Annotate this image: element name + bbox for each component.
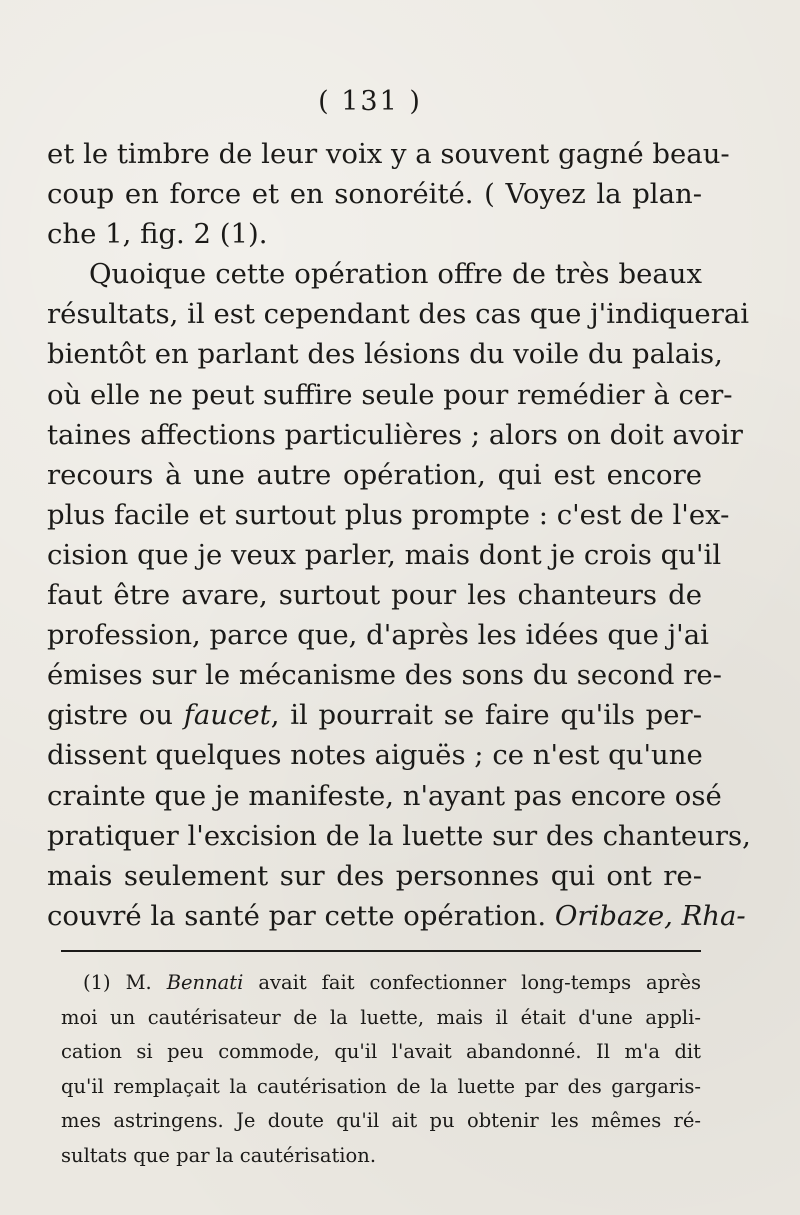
text-segment: couvré la santé par cette opération. xyxy=(47,899,555,932)
body-text xyxy=(47,134,751,936)
text-line: Quoique cette opération offre de très beaux xyxy=(89,258,702,291)
text-line xyxy=(47,695,702,735)
italic-term: faucet xyxy=(183,699,271,732)
footnote-divider xyxy=(61,950,701,952)
text-segment: (1) M. xyxy=(83,971,167,994)
text-line: pratiquer l'excision de la luette sur des chanteurs, xyxy=(47,819,751,852)
footnote xyxy=(61,966,701,1173)
italic-term: Oribaze, Rha- xyxy=(554,899,746,932)
footnote-line: cation si peu commode, qu'il l'avait abandonné. Il m'a dit xyxy=(61,1040,701,1063)
text-line: faut être avare, surtout pour les chanteurs de xyxy=(47,579,702,612)
text-line: bientôt en parlant des lésions du voile du palais, xyxy=(47,338,723,371)
text-line: et le timbre de leur voix y a souvent gagné beau- xyxy=(47,138,730,170)
text-line: cision que je veux parler, mais dont je crois qu'il xyxy=(47,538,722,571)
italic-name: Bennati xyxy=(166,971,244,994)
text-line: coup en force et en sonoréité. ( Voyez la plan- xyxy=(47,178,702,211)
text-line: crainte que je manifeste, n'ayant pas encore osé xyxy=(47,779,722,812)
footnote-line: moi un cautérisateur de la luette, mais il était d'une appli- xyxy=(61,1005,701,1029)
text-line: où elle ne peut suffire seule pour remédier à cer- xyxy=(47,378,733,411)
text-line: mais seulement sur des personnes qui ont re- xyxy=(47,859,702,892)
text-line: dissent quelques notes aiguës ; ce n'est qu'une xyxy=(47,739,703,772)
text-line: émises sur le mécanisme des sons du second re- xyxy=(47,659,722,692)
footnote-line: mes astringens. Je doute qu'il ait pu obtenir les mêmes ré- xyxy=(61,1109,701,1132)
text-line: taines affections particulières ; alors on doit avoir xyxy=(47,418,743,451)
footnote-line xyxy=(61,966,701,1001)
text-segment: avait fait confectionner long-temps après xyxy=(243,971,701,994)
page-number: ( 131 ) xyxy=(318,86,422,117)
text-line: résultats, il est cependant des cas que j'indiquerai xyxy=(47,298,750,331)
text-line: che 1, fig. 2 (1). xyxy=(47,218,268,251)
footnote-line: sultats que par la cautérisation. xyxy=(61,1143,377,1167)
text-line xyxy=(47,896,746,936)
text-line: plus facile et surtout plus prompte : c'est de l'ex- xyxy=(47,498,730,531)
text-segment: , il pourrait se faire qu'ils per- xyxy=(270,699,702,732)
text-line: profession, parce que, d'après les idées que j'ai xyxy=(47,619,709,652)
footnote-line: qu'il remplaçait la cautérisation de la luette par des gargaris- xyxy=(61,1074,701,1098)
text-line: recours à une autre opération, qui est encore xyxy=(47,458,702,491)
text-segment: gistre ou xyxy=(47,699,184,732)
